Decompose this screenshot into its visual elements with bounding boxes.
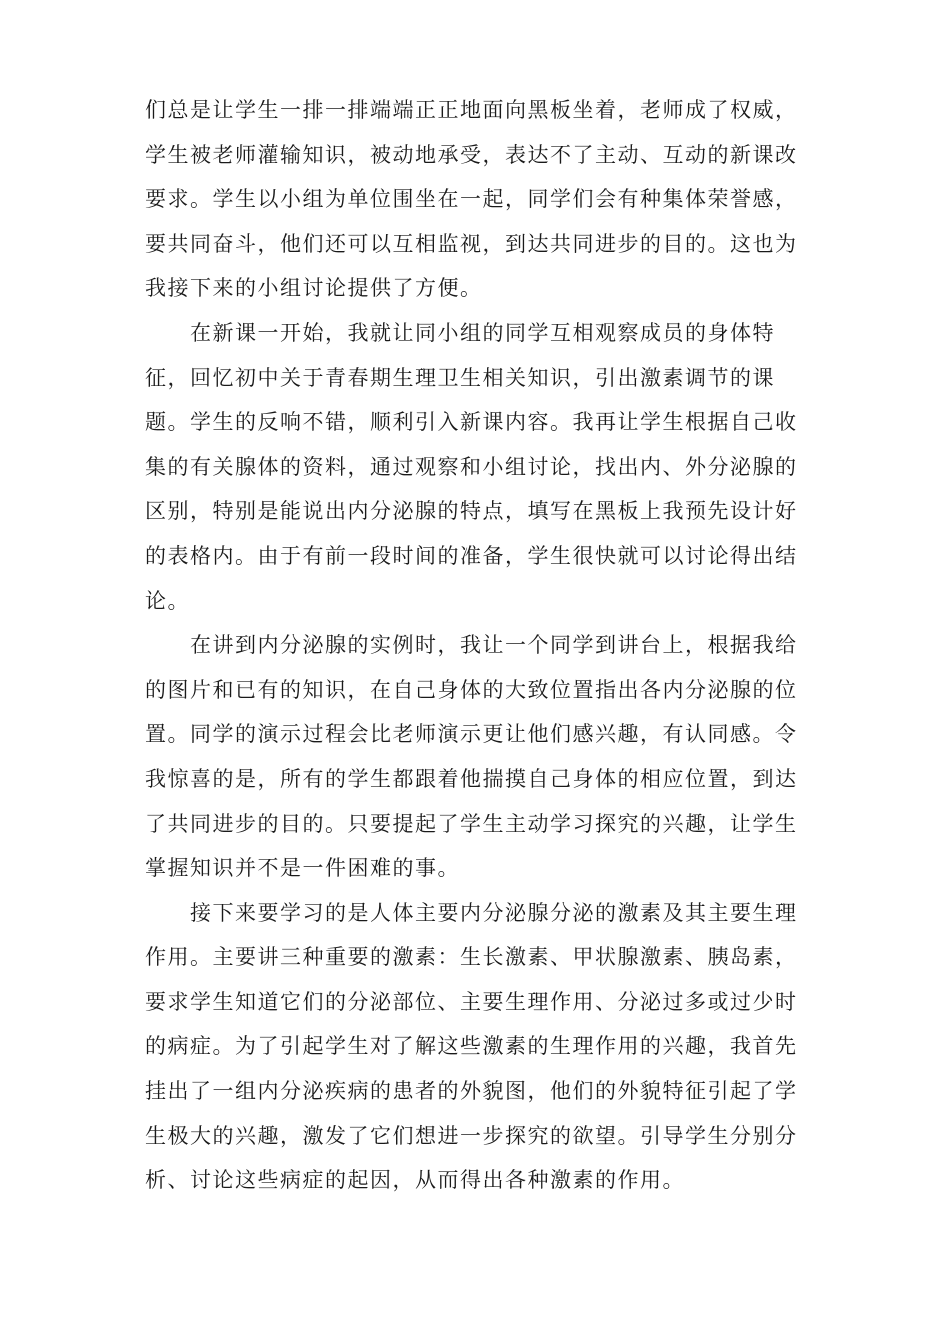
text-line: 的病症。为了引起学生对了解这些激素的生理作用的兴趣，我首先 xyxy=(145,1034,798,1059)
text-line: 征，回忆初中关于青春期生理卫生相关知识，引出激素调节的课 xyxy=(145,365,775,390)
text-line: 接下来要学习的是人体主要内分泌腺分泌的激素及其主要生理 xyxy=(145,900,798,925)
text-line: 论。 xyxy=(145,588,190,613)
text-line: 们总是让学生一排一排端端正正地面向黑板坐着，老师成了权威， xyxy=(145,98,798,122)
text-line: 析、讨论这些病症的起因，从而得出各种激素的作用。 xyxy=(145,1168,685,1193)
text-line: 学生被老师灌输知识，被动地承受，表达不了主动、互动的新课改 xyxy=(145,142,798,167)
text-line: 区别，特别是能说出内分泌腺的特点，填写在黑板上我预先设计好 xyxy=(145,499,798,524)
text-line: 挂出了一组内分泌疾病的患者的外貌图，他们的外貌特征引起了学 xyxy=(145,1079,798,1104)
text-line: 要求学生知道它们的分泌部位、主要生理作用、分泌过多或过少时 xyxy=(145,989,798,1014)
text-line: 要共同奋斗，他们还可以互相监视，到达共同进步的目的。这也为 xyxy=(145,231,798,256)
text-line: 了共同进步的目的。只要提起了学生主动学习探究的兴趣，让学生 xyxy=(145,811,798,836)
text-line: 我惊喜的是，所有的学生都跟着他揣摸自己身体的相应位置，到达 xyxy=(145,766,798,791)
text-line: 的图片和已有的知识，在自己身体的大致位置指出各内分泌腺的位 xyxy=(145,677,798,702)
text-line: 掌握知识并不是一件困难的事。 xyxy=(145,856,460,881)
text-line: 作用。主要讲三种重要的激素：生长激素、甲状腺激素、胰岛素， xyxy=(145,945,798,970)
text-line: 在讲到内分泌腺的实例时，我让一个同学到讲台上，根据我给 xyxy=(145,633,798,658)
body-text xyxy=(145,88,807,1203)
text-line: 集的有关腺体的资料，通过观察和小组讨论，找出内、外分泌腺的 xyxy=(145,454,798,479)
text-line: 的表格内。由于有前一段时间的准备，学生很快就可以讨论得出结 xyxy=(145,543,798,568)
text-line: 题。学生的反响不错，顺利引入新课内容。我再让学生根据自己收 xyxy=(145,410,798,435)
text-line: 在新课一开始，我就让同小组的同学互相观察成员的身体特 xyxy=(145,320,775,345)
text-line: 要求。学生以小组为单位围坐在一起，同学们会有种集体荣誉感， xyxy=(145,187,798,212)
text-line: 我接下来的小组讨论提供了方便。 xyxy=(145,276,483,301)
text-line: 置。同学的演示过程会比老师演示更让他们感兴趣，有认同感。令 xyxy=(145,722,798,747)
text-line: 生极大的兴趣，激发了它们想进一步探究的欲望。引导学生分别分 xyxy=(145,1123,798,1148)
